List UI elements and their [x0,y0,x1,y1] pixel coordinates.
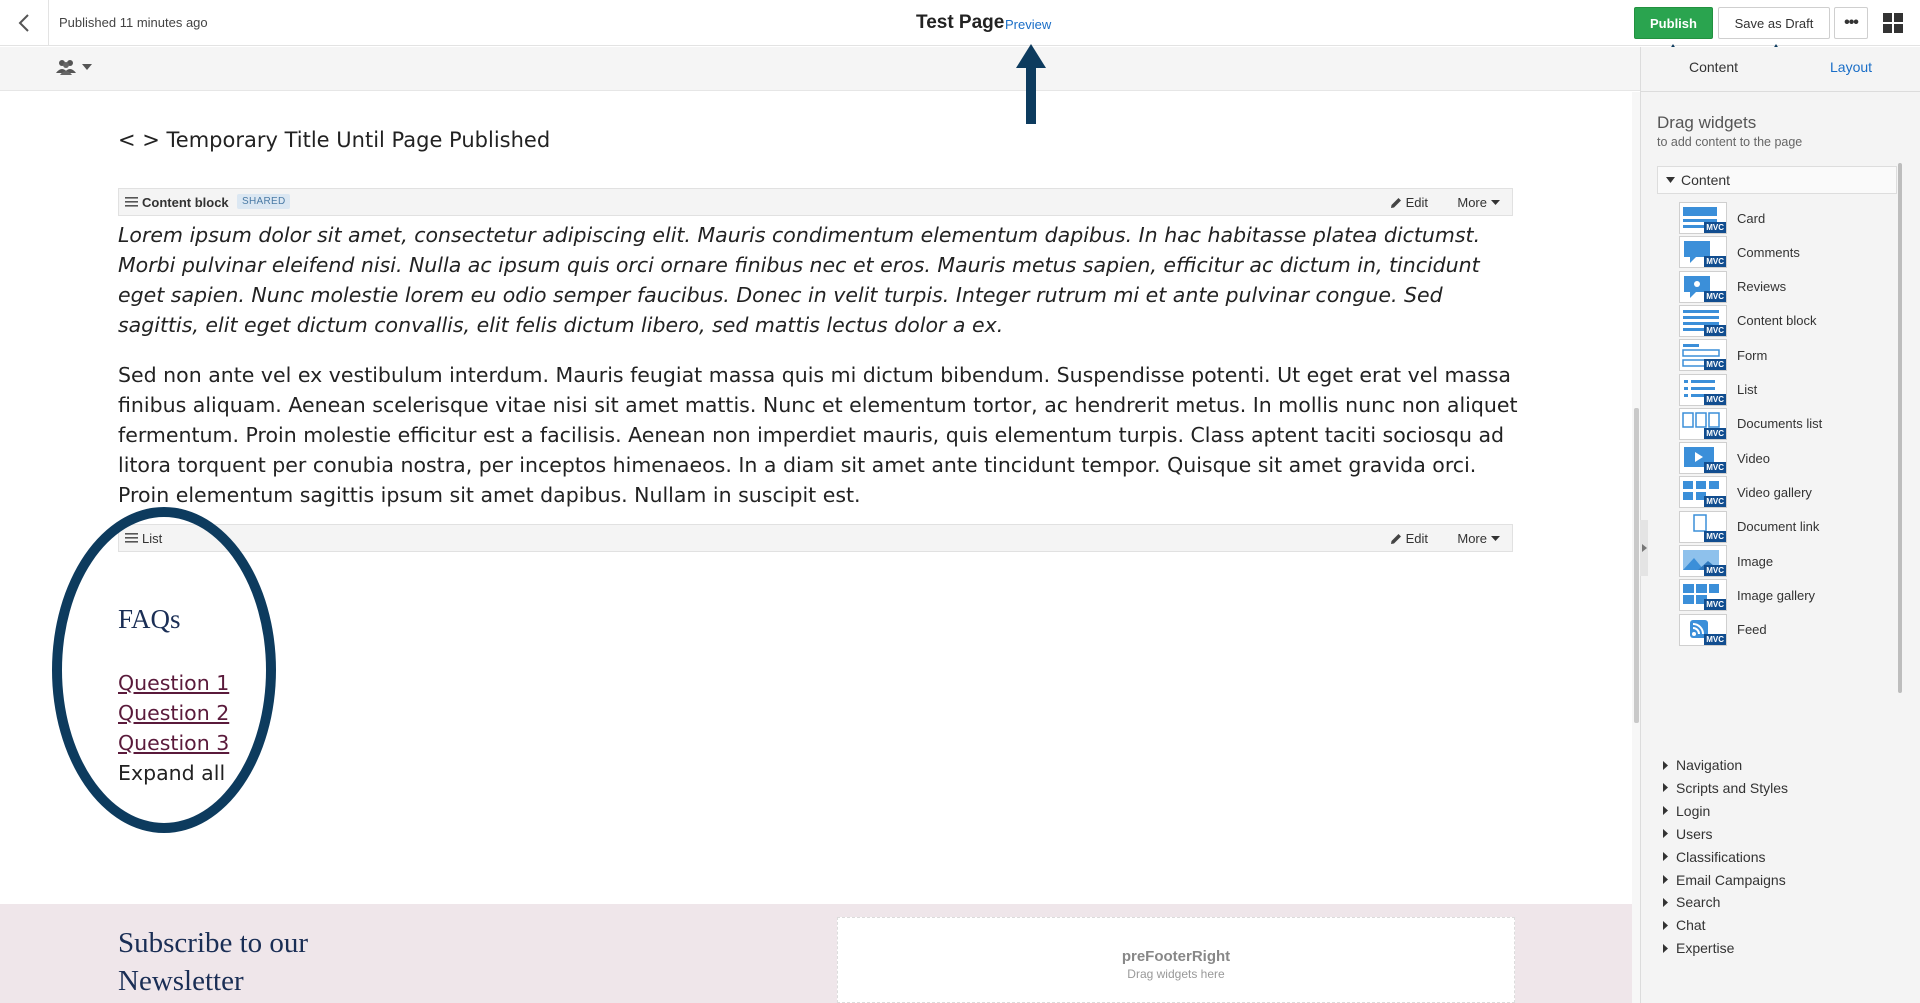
drag-widgets-subtitle: to add content to the page [1657,135,1803,149]
temporary-title: < > Temporary Title Until Page Published [118,128,551,152]
persona-selector[interactable] [56,59,92,75]
widget-name: List [142,531,163,546]
widget-item-documents-list[interactable] [1679,407,1889,441]
widget-label: Feed [1737,622,1767,638]
caret-right-icon [1663,898,1668,907]
caret-right-icon [1663,852,1668,861]
grid-icon [1882,12,1904,34]
feed-icon [1679,614,1727,646]
mvc-badge: MVC [1706,497,1724,507]
faq-question-link-2[interactable]: Question 2 [118,701,230,725]
list-widget-bar[interactable] [118,524,1513,552]
edit-button[interactable] [1390,531,1428,546]
save-as-draft-button[interactable]: Save as Draft [1718,7,1830,39]
more-label: More [1457,531,1487,546]
mvc-badge: MVC [1706,600,1724,610]
widget-item-image[interactable] [1679,544,1889,578]
category-scripts-and-styles[interactable] [1663,780,1788,796]
category-label: Login [1676,802,1711,819]
caret-right-icon [1663,783,1668,792]
edit-label: Edit [1405,531,1428,546]
caret-right-icon [1663,944,1668,953]
mvc-badge: MVC [1706,360,1724,370]
widget-item-video[interactable] [1679,441,1889,475]
top-bar [0,0,1920,46]
category-navigation[interactable] [1663,757,1742,773]
back-button[interactable] [0,0,49,46]
expand-all-link[interactable]: Expand all [118,761,226,785]
category-label: Users [1676,825,1713,842]
widget-label: Video [1737,450,1771,466]
mvc-badge: MVC [1706,428,1724,438]
preview-link[interactable]: Preview [1005,17,1052,32]
category-label: Expertise [1676,940,1735,957]
widget-item-video-gallery[interactable] [1679,475,1889,509]
annotation-circle [52,507,276,833]
annotation-arrow-up-icon [1016,44,1046,124]
drop-zone-hint: Drag widgets here [1127,967,1225,981]
widget-item-form[interactable] [1679,338,1889,372]
widget-label: Document link [1737,519,1820,535]
panel-collapse-handle[interactable] [1640,520,1648,576]
category-label: Search [1676,894,1721,911]
drop-zone-name: preFooterRight [1121,948,1231,965]
caret-down-icon [1666,177,1675,183]
category-label: Classifications [1676,848,1766,865]
category-label: Email Campaigns [1676,871,1786,888]
mvc-badge: MVC [1706,325,1724,335]
category-search[interactable] [1663,894,1720,910]
mvc-badge: MVC [1706,566,1724,575]
edit-label: Edit [1405,195,1428,210]
published-status: Published 11 minutes ago [59,15,208,30]
caret-down-icon [82,64,92,70]
edit-button[interactable] [1390,195,1428,210]
more-label: More [1457,195,1487,210]
category-expertise[interactable] [1663,940,1734,956]
video-icon [1679,442,1727,474]
content-group-toggle[interactable] [1657,166,1897,194]
category-classifications[interactable] [1663,849,1765,865]
image-gallery-icon [1679,579,1727,611]
page-title: Test Page [916,12,1005,33]
content-paragraph-italic: Lorem ipsum dolor sit amet, consectetur adipiscing elit. Mauris condimentum elementum dapibus. In hac habitasse platea dictumst. Morbi pulvinar eleifend nisi. Nulla ac ipsum quis orci ornare finibus nec et eros. Mauris metus sapien, efficitur ac dictum in, tincidunt eget sapien. Nunc molestie lorem eu odio semper faucibus. Donec in velit turpis. Integer rutrum mi et ante pulvinar congue. Sed sagittis, elit eget dictum convallis, elit felis dictum libero, sed mattis lectus dolor a ex. [118,223,1481,337]
mvc-badge: MVC [1706,531,1724,541]
faq-heading: FAQs [118,604,181,634]
page-canvas [0,92,1632,1003]
widget-item-card[interactable] [1679,201,1889,235]
widget-label: Form [1737,347,1768,363]
widget-label: Video gallery [1737,484,1812,500]
persona-toolbar [0,47,1640,91]
category-label: Navigation [1676,757,1743,773]
mvc-badge: MVC [1706,463,1724,473]
page-scrollbar-thumb[interactable] [1634,408,1639,723]
widget-item-comments[interactable] [1679,235,1889,269]
pencil-icon [1390,197,1402,209]
widget-item-image-gallery[interactable] [1679,578,1889,612]
caret-right-icon [1663,875,1668,884]
newsletter-heading: Subscribe to our Newsletter [118,927,309,997]
widget-label: Content block [1737,313,1817,329]
widget-label: Card [1737,210,1766,226]
category-login[interactable] [1663,803,1710,819]
faq-question-link-3[interactable]: Question 3 [118,731,230,755]
widget-item-list[interactable] [1679,373,1889,407]
content-block-widget-bar[interactable] [118,188,1513,216]
apps-grid-button[interactable] [1882,12,1904,34]
publish-button[interactable]: Publish [1634,7,1713,39]
caret-down-icon [1491,536,1500,541]
more-menu-button[interactable] [1457,195,1500,210]
mvc-badge: MVC [1706,634,1724,644]
documents-list-icon [1679,408,1727,440]
image-icon [1679,545,1727,577]
mvc-badge: MVC [1706,394,1724,404]
pencil-icon [1390,533,1402,545]
chevron-left-icon [18,14,30,32]
widget-label: Image [1737,553,1774,569]
caret-down-icon [1491,200,1500,205]
mvc-badge: MVC [1706,223,1724,232]
more-actions-button[interactable] [1834,7,1868,39]
caret-right-icon [1663,829,1668,838]
comments-icon [1679,236,1727,268]
document-link-icon [1679,511,1727,543]
video-gallery-icon [1679,476,1727,508]
drag-widgets-title: Drag widgets [1657,113,1757,132]
category-label: Chat [1676,917,1706,934]
reviews-icon [1679,271,1727,303]
prefooter-section [0,904,1632,1003]
form-icon [1679,339,1727,371]
card-icon [1679,202,1727,234]
list-icon [1679,374,1727,406]
drag-handle-icon[interactable] [125,196,138,208]
category-label: Scripts and Styles [1676,779,1789,796]
shared-badge: SHARED [237,194,290,209]
content-group-label: Content [1681,172,1731,188]
caret-right-icon [1663,806,1668,815]
mvc-badge: MVC [1706,291,1724,301]
content-block-icon [1679,305,1727,337]
tab-divider [1641,91,1920,92]
widget-label: Image gallery [1737,587,1816,603]
tab-layout[interactable]: Layout [1830,59,1873,75]
widget-label: List [1737,382,1758,397]
widget-item-document-link[interactable] [1679,510,1889,544]
content-paragraph: Sed non ante vel ex vestibulum interdum. Mauris feugiat massa quis mi dictum bibendum. Suspendisse potenti. Ut eget erat vel massa finibus aliquam. Aenean scelerisque vitae nisi sit amet mattis. Nunc et elementum tortor, ac hendrerit metus. In mollis nunc non aliquet fermentum. Proin molestie efficitur est a facilisis. Aenean non imperdiet mauris, quis elementum turpis. Class aptent taciti sociosqu ad litora torquent per conubia nostra, per inceptos himenaeos. In a diam sit amet ante tincidunt tempor. Quisque sit amet gravida orci. Proin elementum sagittis ipsum sit amet dapibus. Nullam in suscipit est. [118,363,1518,507]
mvc-badge: MVC [1706,257,1724,267]
widget-label: Documents list [1737,416,1823,432]
users-group-icon [56,59,76,75]
category-chat[interactable] [1663,917,1706,933]
widget-item-content-block[interactable] [1679,304,1889,338]
ellipsis-icon: ••• [1844,14,1858,31]
caret-right-icon [1642,544,1647,552]
widgets-panel [1640,47,1920,1003]
category-email-campaigns[interactable] [1663,872,1786,888]
more-menu-button[interactable] [1457,531,1500,546]
tab-content[interactable]: Content [1689,59,1739,75]
panel-scrollbar-thumb[interactable] [1898,163,1902,693]
widget-label: Reviews [1737,279,1787,295]
prefooter-right-drop-zone[interactable] [837,917,1515,1003]
caret-right-icon [1663,761,1668,770]
caret-right-icon [1663,921,1668,930]
category-users[interactable] [1663,826,1713,842]
faq-question-link-1[interactable]: Question 1 [118,671,230,695]
widget-name: Content block [142,195,229,210]
widget-label: Comments [1737,244,1800,260]
widget-item-reviews[interactable] [1679,270,1889,304]
widget-item-feed[interactable] [1679,613,1889,647]
